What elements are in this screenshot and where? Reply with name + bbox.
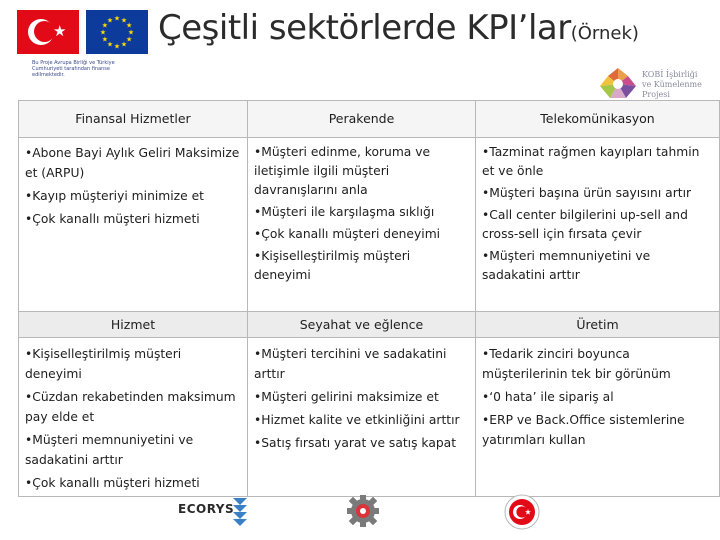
list-item: •Müşteri memnuniyetini ve sadakatini arttır: [25, 433, 194, 467]
eu-flag-icon: [86, 10, 148, 54]
list-item: •Müşteri memnuniyetini ve sadakatini arttır: [482, 249, 651, 282]
list-item: •Müşteri başına ürün sayısını artır: [482, 186, 692, 200]
list-item: •Çok kanallı müşteri hizmeti: [25, 476, 200, 490]
list-item: •Müşteri tercihini ve sadakatini arttır: [254, 347, 447, 381]
kobi-logo-icon: [598, 66, 638, 102]
eu-star-icon: ★: [101, 35, 109, 44]
list-item: •Tedarik zinciri boyunca müşterilerinin tek bir görünüm: [482, 347, 671, 381]
header-uretim: Üretim: [476, 312, 720, 338]
ecorys-logo-text: ECORYS: [178, 502, 235, 516]
eu-star-icon: ★: [120, 16, 128, 25]
cell-hizmet: [19, 338, 248, 497]
list-item: •ERP ve Back.Office sistemlerine yatırımları kullan: [482, 413, 685, 447]
cell-seyahat-ve-eglence: [248, 338, 476, 497]
cell-uretim: [476, 338, 720, 497]
list-item: •Çok kanallı müşteri hizmeti: [25, 212, 200, 226]
header-seyahat-ve-eglence: Seyahat ve eğlence: [248, 312, 476, 338]
table-row: [19, 138, 720, 312]
list-item: •‘0 hata’ ile sipariş al: [482, 390, 614, 404]
cell-telekomunikasyon: [476, 138, 720, 312]
table-row: [19, 338, 720, 497]
page-title: [158, 8, 639, 48]
list-item: •Müşteri gelirini maksimize et: [254, 390, 439, 404]
list-item: •Kayıp müşteriyi minimize et: [25, 189, 205, 203]
header-telekomunikasyon: Telekomünikasyon: [476, 101, 720, 138]
gear-logo-icon: [346, 494, 380, 528]
table-header-row: [19, 101, 720, 138]
eu-star-icon: ★: [113, 14, 121, 23]
kobi-logo-text: KOBİ İşbirliği ve Kümelenme Projesi: [642, 70, 702, 99]
list-item: •Hizmet kalite ve etkinliğini arttır: [254, 413, 460, 427]
eu-star-icon: ★: [113, 42, 121, 51]
kpi-table: [18, 100, 720, 497]
eu-star-icon: ★: [106, 16, 114, 25]
header-hizmet: Hizmet: [19, 312, 248, 338]
title-suffix: (Örnek): [570, 23, 639, 44]
eu-star-icon: ★: [127, 28, 135, 37]
list-item: •Call center bilgilerini up-sell and cross-sell için fırsata çevir: [482, 208, 688, 241]
header-perakende: Perakende: [248, 101, 476, 138]
eu-star-icon: ★: [125, 35, 133, 44]
list-item: •Kişiselleştirilmiş müşteri deneyimi: [254, 249, 411, 282]
list-item: •Abone Bayi Aylık Geliri Maksimize et (ARPU): [25, 146, 240, 180]
list-item: •Kişiselleştirilmiş müşteri deneyimi: [25, 347, 182, 381]
list-item: •Müşteri ile karşılaşma sıklığı: [254, 205, 435, 219]
list-item: •Cüzdan rekabetinden maksimum pay elde et: [25, 390, 236, 424]
turkey-flag-icon: ★: [17, 10, 79, 54]
eu-star-icon: ★: [106, 40, 114, 49]
table-header-row: [19, 312, 720, 338]
eu-star-icon: ★: [125, 21, 133, 30]
ecorys-logo-icon: [232, 496, 248, 526]
cell-finansal-hizmetler: [19, 138, 248, 312]
title-main: Çeşitli sektörlerde KPI’lar: [158, 8, 571, 48]
footer: [0, 492, 720, 540]
cell-perakende: [248, 138, 476, 312]
header: [0, 0, 720, 108]
header-finansal-hizmetler: Finansal Hizmetler: [19, 101, 248, 138]
eu-star-icon: ★: [120, 40, 128, 49]
eu-star-icon: ★: [101, 21, 109, 30]
list-item: •Müşteri edinme, koruma ve iletişimle ilgili müşteri davranışlarını anla: [254, 145, 431, 197]
list-item: •Çok kanallı müşteri deneyimi: [254, 227, 441, 241]
list-item: •Tazminat rağmen kayıpları tahmin et ve önle: [482, 145, 700, 178]
list-item: •Satış fırsatı yarat ve satış kapat: [254, 436, 457, 450]
seal-logo-icon: [504, 494, 540, 530]
eu-star-icon: ★: [99, 28, 107, 37]
funding-caption: Bu Proje Avrupa Birliği ve Türkiye Cumhuriyeti tarafından finanse edilmektedir.: [32, 60, 115, 78]
